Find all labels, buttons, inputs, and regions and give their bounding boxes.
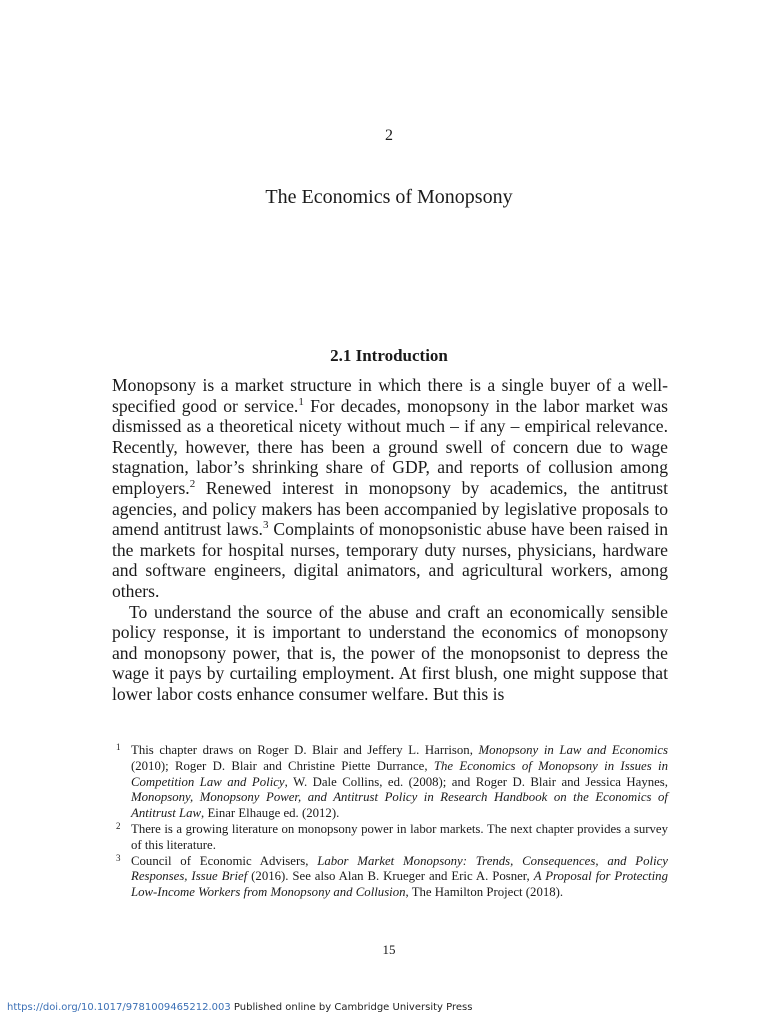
footnote-italic: Monopsony, Monopsony Power, and Antitrust Policy in Research Handbook on the Economics of Antitrust Law — [131, 790, 668, 821]
paragraph-1 — [112, 375, 668, 602]
p1-sentence-1: Monopsony is a market structure in which there is a single buyer of a well-specified good or service. — [112, 375, 668, 416]
doi-link[interactable]: https://doi.org/10.1017/9781009465212.003 — [7, 1002, 231, 1013]
footnote-italic: Labor Market Monopsony: Trends, Consequences, and Policy Responses, Issue Brief — [131, 853, 668, 884]
footnote-text: , Einar Elhauge ed. (2012). — [201, 806, 340, 821]
footnote-mark: 3 — [116, 852, 121, 863]
page-number: 15 — [382, 942, 396, 957]
footnote-mark: 2 — [116, 820, 121, 831]
footnote-mark: 1 — [116, 742, 121, 752]
footnote-italic: Monopsony in Law and Economics — [478, 743, 669, 757]
footnotes — [112, 743, 668, 901]
publisher-note: Published online by Cambridge University Press — [230, 1002, 473, 1013]
footnote-italic: A Proposal for Protecting Low-Income Workers from Monopsony and Collusion — [131, 869, 668, 900]
chapter-number: 2 — [385, 127, 393, 144]
chapter-title: The Economics of Monopsony — [265, 186, 513, 208]
footnote-italic: The Economics of Monopsony in Issues in Competition Law and Policy — [131, 758, 668, 789]
section-heading: 2.1 Introduction — [330, 346, 448, 365]
footnote-text: (2010); Roger D. Blair and Christine Piette Durrance, — [131, 758, 434, 773]
footnote-1 — [112, 743, 668, 822]
footnote-text: There is a growing literature on monopsony power in labor markets. The next chapter provides a survey of this literature. — [131, 821, 668, 852]
footnote-text: , The Hamilton Project (2018). — [405, 885, 564, 900]
provenance-line — [7, 1002, 472, 1013]
footnote-2 — [112, 822, 668, 854]
paragraph-2: To understand the source of the abuse and craft an economically sensible policy response, it is important to understand the economics of monopsony and monopsony power, that is, the power of the monopsonist to depress the wage it pays by curtailing employment. At first blush, one might suppose that lower labor costs enhance consumer welfare. But this is — [112, 601, 668, 704]
p1-sentence-4: Complaints of monopsonistic abuse have been raised in the markets for hospital nurses, temporary duty nurses, physicians, hardware and software engineers, digital animators, and agricultural workers, among others. — [112, 519, 668, 601]
p1-sentence-2: For decades, monopsony in the labor market was dismissed as a theoretical nicety without much – if any – empirical relevance. Recently, however, there has been a ground swell of concern due to wage stagnation, labor’s shrinking share of GDP, and reports of collusion among employers. — [112, 395, 669, 498]
footnote-text: Council of Economic Advisers, — [131, 853, 318, 868]
footnote-text: , W. Dale Collins, ed. (2008); and Roger D. Blair and Jessica Haynes, — [284, 774, 668, 789]
footnote-3 — [112, 854, 668, 901]
footnote-ref-2[interactable]: 2 — [189, 478, 196, 491]
footnote-text: (2016). See also Alan B. Krueger and Eric A. Posner, — [247, 869, 534, 884]
body-text — [112, 375, 668, 705]
footnote-ref-1[interactable]: 1 — [298, 395, 304, 408]
p1-sentence-3: Renewed interest in monopsony by academics, the antitrust agencies, and policy makers has been accompanied by legislative proposals to amend antitrust laws. — [112, 477, 668, 540]
footnote-ref-3[interactable]: 3 — [262, 519, 269, 532]
footnote-text: This chapter draws on Roger D. Blair and Jeffery L. Harrison, — [131, 743, 479, 757]
